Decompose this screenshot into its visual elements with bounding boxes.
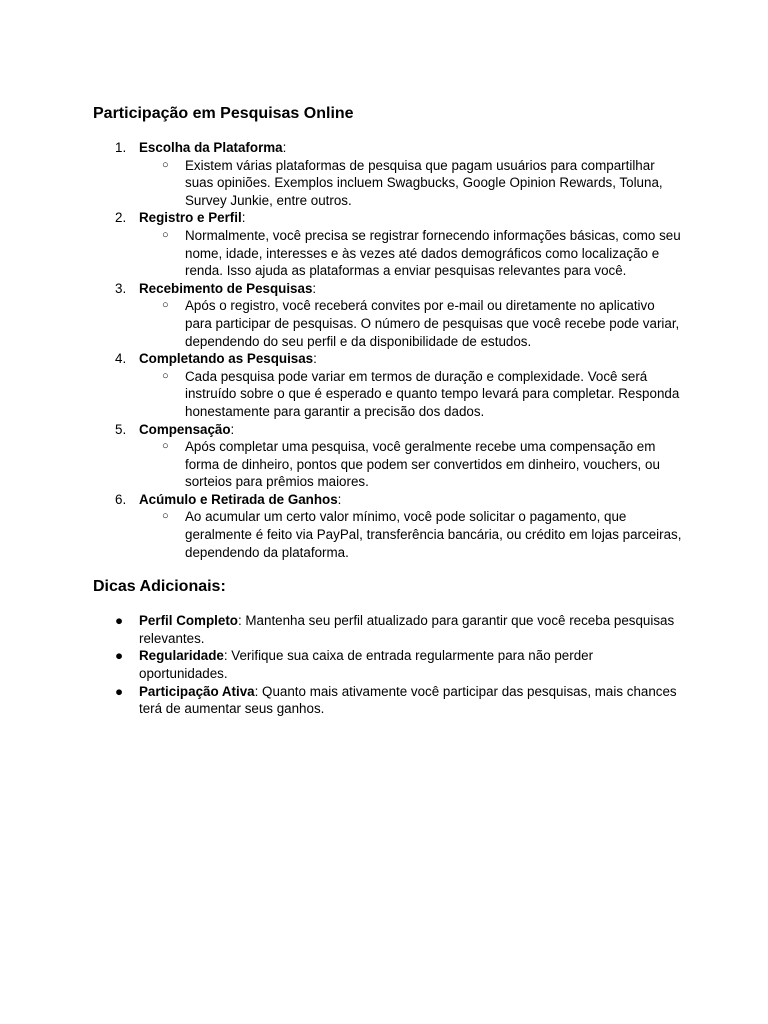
step-detail-list: [139, 227, 683, 280]
step-detail-text: Após completar uma pesquisa, você geralmente recebe uma compensação em forma de dinheiro, pontos que podem ser convertidos em dinheiro, vouchers, ou sorteios para prêmios maiores.: [185, 439, 660, 490]
step-detail-text: Após o registro, você receberá convites por e-mail ou diretamente no aplicativo para participar de pesquisas. O número de pesquisas que você recebe pode variar, dependendo do seu perfil e da disponibilidade de estudos.: [185, 298, 680, 349]
step-item: [93, 209, 683, 279]
step-number: 6.: [115, 491, 127, 507]
document-page: [93, 103, 683, 718]
step-detail-list: [139, 368, 683, 421]
tip-text: : Quanto mais ativamente você participar das pesquisas, mais chances terá de aumentar seus ganhos.: [139, 683, 677, 717]
step-heading: Acúmulo e Retirada de Ganhos: [139, 491, 338, 507]
tip-item: [93, 612, 683, 647]
step-heading: Registro e Perfil: [139, 210, 242, 226]
document-title: Participação em Pesquisas Online: [93, 105, 354, 122]
step-item: [93, 139, 683, 209]
step-detail: [139, 438, 683, 491]
circle-bullet-icon: ○: [162, 510, 169, 523]
tips-heading: Dicas Adicionais:: [93, 578, 226, 596]
step-detail-list: [139, 297, 683, 350]
step-number: 5.: [115, 421, 127, 437]
step-number: 4.: [115, 351, 127, 367]
tip-heading: Perfil Completo: [139, 613, 238, 629]
bullet-dot-icon: ●: [115, 613, 124, 629]
step-detail-text: Ao acumular um certo valor mínimo, você pode solicitar o pagamento, que geralmente é feito via PayPal, transferência bancária, ou crédito em lojas parceiras, dependendo da plataforma.: [185, 509, 682, 560]
steps-list: [93, 139, 683, 561]
tip-heading: Participação Ativa: [139, 683, 255, 699]
circle-bullet-icon: ○: [162, 158, 169, 171]
step-detail: [139, 157, 683, 210]
tips-list: [93, 612, 683, 718]
step-detail-text: Normalmente, você precisa se registrar fornecendo informações básicas, como seu nome, idade, interesses e às vezes até dados demográficos como localização e renda. Isso ajuda as plataformas a enviar pesquisas relevantes para você.: [185, 227, 681, 279]
step-number: 2.: [115, 210, 127, 226]
bullet-dot-icon: ●: [115, 648, 124, 664]
step-detail: [139, 368, 683, 421]
bullet-dot-icon: ●: [115, 683, 124, 699]
step-number: 3.: [115, 280, 127, 296]
step-heading: Recebimento de Pesquisas: [139, 280, 313, 296]
tip-heading: Regularidade: [139, 648, 224, 664]
step-detail-list: [139, 438, 683, 491]
step-detail: [139, 297, 683, 350]
step-colon: :: [313, 351, 317, 367]
step-detail-text: Existem várias plataformas de pesquisa que pagam usuários para compartilhar suas opiniões. Exemplos incluem Swagbucks, Google Opinion Rewards, Toluna, Survey Junkie, entre outros.: [185, 157, 663, 208]
step-item: [93, 350, 683, 420]
step-item: [93, 491, 683, 561]
step-heading: Escolha da Plataforma: [139, 140, 283, 155]
circle-bullet-icon: ○: [162, 299, 169, 312]
step-detail-list: [139, 508, 683, 561]
step-colon: :: [230, 421, 235, 437]
step-detail-text: Cada pesquisa pode variar em termos de duração e complexidade. Você será instruído sobre o que é esperado e quanto tempo levará para completar. Responda honestamente para garantir a precisão dos dados.: [185, 368, 680, 419]
step-detail: [139, 508, 683, 561]
tip-item: [93, 683, 683, 718]
step-item: [93, 421, 683, 491]
step-detail: [139, 227, 683, 280]
step-colon: :: [241, 210, 246, 226]
circle-bullet-icon: ○: [162, 228, 169, 241]
step-heading: Compensação: [139, 421, 231, 437]
step-detail-list: [139, 157, 683, 210]
step-heading: Completando as Pesquisas: [139, 351, 314, 367]
step-item: [93, 280, 683, 350]
tip-item: [93, 647, 683, 682]
step-colon: :: [337, 491, 342, 507]
step-colon: :: [282, 140, 287, 155]
circle-bullet-icon: ○: [162, 440, 169, 453]
step-colon: :: [312, 280, 317, 296]
step-number: 1.: [115, 140, 127, 155]
circle-bullet-icon: ○: [162, 369, 169, 382]
tip-text: : Mantenha seu perfil atualizado para garantir que você receba pesquisas relevantes.: [139, 613, 675, 646]
tip-text: : Verifique sua caixa de entrada regularmente para não perder oportunidades.: [139, 648, 594, 682]
